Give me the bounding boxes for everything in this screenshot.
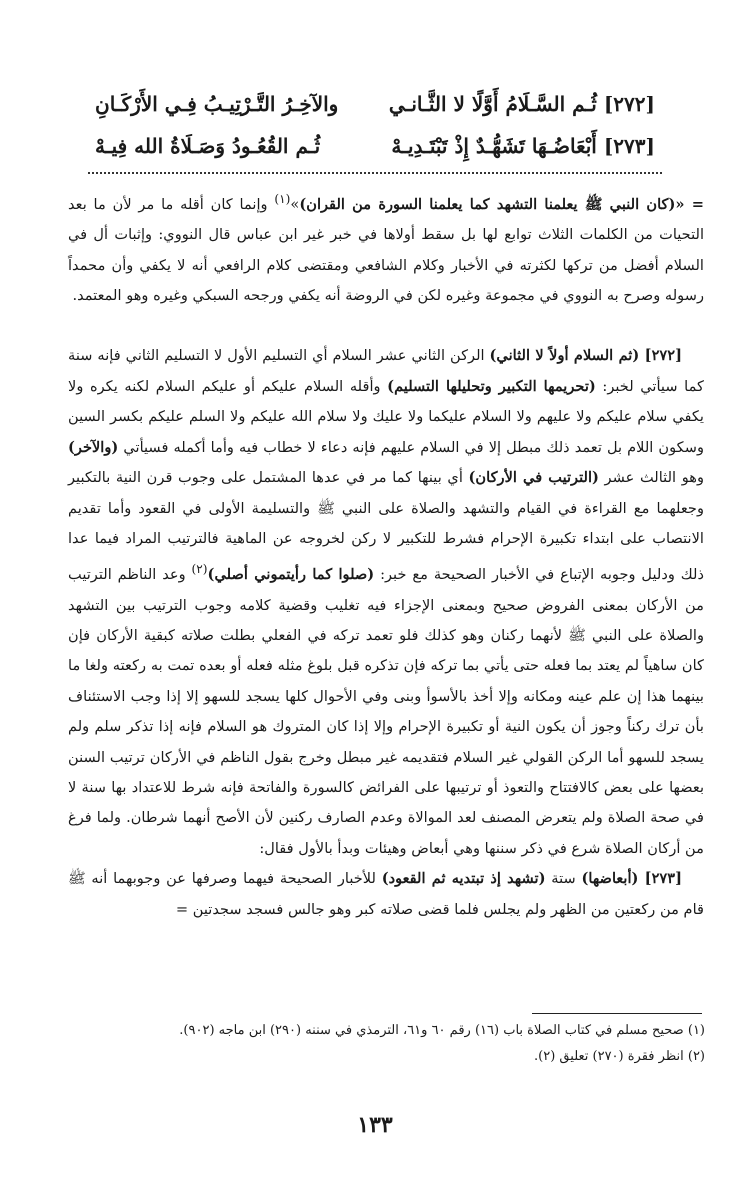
footnotes <box>80 1018 705 1070</box>
footnote-2: (٢) انظر فقرة (٢٧٠) تعليق (٢). <box>534 1049 705 1064</box>
page-number: ١٣٣ <box>357 1112 393 1138</box>
verse-273 <box>95 134 655 176</box>
verse-273-first-hemistich: [٢٧٣] أَبْعَاضُـهَا تَشَهُّـدٌ إِذْ تَبْتَـدِيـهْ <box>391 134 655 158</box>
verse-272-second-hemistich: والآخِـرُ التَّـرْتِيـبُ فِـي الأَرْكَـانِ <box>95 92 339 116</box>
footnote-ref-2[interactable]: (٢) <box>191 562 208 577</box>
verse-272 <box>95 92 655 134</box>
verse-273-second-hemistich: ثُـم القُعُـودُ وَصَـلَاةُ الله فِيـهْ <box>95 134 321 158</box>
poem-block <box>95 92 655 176</box>
poem-separator <box>88 172 662 174</box>
paragraph-continued: = «(كان النبي ﷺ يعلمنا التشهد كما يعلمنا السورة من القران)»$^{(١)}$ وإنما كان أقله ما مر لأن ما بعد التحيات من الكلمات الثلاث توابع لها بل سقط أولاها في خبر غير ابن عباس قال النووي: وإثبات أل في السلام أفضل من تركها لكثرته في الأخبار وكلام الشافعي ومقتضى كلام الرافعي أنه لا يكفي وأن محمداً رسوله وصرح به النووي في مجموعة وغيره لكن في الروضة أنه يكفي ورجحه السبكي وغيره وهو المعتمد. <box>68 192 704 305</box>
commentary-text <box>68 184 704 925</box>
footnote-rule <box>532 1013 702 1014</box>
paragraph-273: [٢٧٣] (أبعاضها) ستة (تشهد إذ تبتديه ثم القعود) للأخبار الصحيحة فيهما وصرفها عن وجوبهما أنه ﷺ قام من ركعتين من الظهر ولم يجلس فلما قضى صلاته كبر وهو جالس فسجد سجدتين = <box>68 870 704 918</box>
verse-272-first-hemistich: [٢٧٢] ثُـم السَّـلَامُ أَوَّلًا لا الثَّـانـي <box>388 92 655 116</box>
footnote-ref-1[interactable]: (١) <box>274 192 291 206</box>
paragraph-272: [٢٧٢] (ثم السلام أولاً لا الثاني) الركن الثاني عشر السلام أي التسليم الأول لا التسليم الثاني فإنه سنة كما سيأتي لخبر: (تحريمها التكبير وتحليلها التسليم) وأقله السلام عليكم أو عليكم السلام لكنه يكره ولا يكفي سلام عليكم ولا عليهم ولا السلام عليكما ولا عليك ولا سلام الله عليكم ولا السلم عليكم بكسر السين وسكون اللام بل تعمد ذلك مبطل إلا في السلام عليهم فإنه دعاء لا خطاب فيه وأما أكمله فسيأتي (والآخر) وهو الثالث عشر (الترتيب في الأركان) أي بينها كما مر في عدها المشتمل على وجوب قرن النية بالتكبير وجعلهما مع القراءة في القيام والتشهد والصلاة على النبي ﷺ والتسليمة الأولى في القعود وأما تقديم الانتصاب على ابتداء تكبيرة الإحرام فشرط للتكبير لا ركن لخروجه عن الماهية فالترتيب المراد فيما عدا ذلك ودليل وجوبه الإتباع في الأخبار الصحيحة مع خبر: (صلوا كما رأيتموني أصلي)$^{(٢)}$ وعد الناظم الترتيب من الأركان بمعنى الفروض صحيح وبمعنى الإجزاء فيه تغليب وقضية كلامه وجوب الترتيب بين التشهد والصلاة على النبي ﷺ لأنهما ركنان وهو كذلك فلو تعمد تركه في الفعلي بطلت صلاته كبقية الأركان فإن كان ساهياً لم يعتد بما فعله حتى يأتي بما تركه فإن تذكره قبل بلوغ مثله فعله أو بعده تمت به ركعته ولغا ما بينهما هذا إن علم عينه ومكانه وإلا أخذ بالأسوأ وبنى وفي الأحوال كلها يسجد للسهو إلا إذا وجب الاستئناف بأن ترك ركناً وجوز أن يكون النية أو تكبيرة الإحرام وإلا إذا كان المتروك هو السلام فإنه إذا تذكر سلم ولم يسجد للسهو أما الركن القولي غير السلام فتقديمه غير مبطل وخرج بقول الناظم في الأركان ترتيب السنن بعضها على بعض كالافتتاح والتعوذ أو ترتيبها على الفرائض كالسورة والفاتحة فإنه شرط للاعتداد بها سنة لا في صحة الصلاة ولم يتعرض المصنف لعد الموالاة وعدم الصارف ركنين لأن الأصح أنهما شرطان. ولما فرغ من أركان الصلاة شرع في ذكر سننها وهي أبعاض وهيئات وبدأ بالأول فقال: <box>68 347 705 857</box>
footnote-1: (١) صحيح مسلم في كتاب الصلاة باب (١٦) رقم ٦٠ و٦١، الترمذي في سننه (٢٩٠) ابن ماجه (٩٠٢). <box>179 1023 705 1038</box>
